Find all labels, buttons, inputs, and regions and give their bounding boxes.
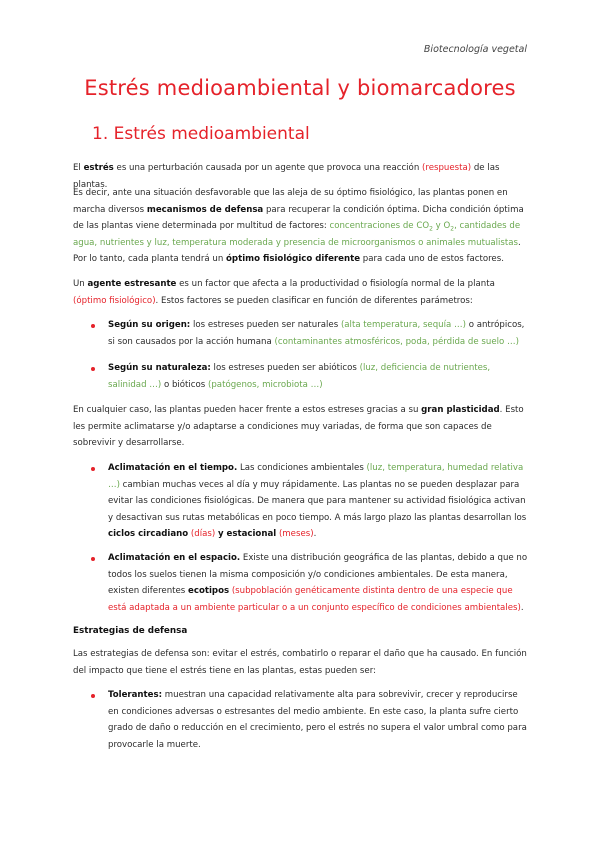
bullet-origin: [108, 317, 528, 350]
bullet-time-acclimation: [108, 460, 528, 543]
text: o antrópicos, si son causados por la acción humana: [108, 320, 525, 347]
subscript: 2: [450, 225, 455, 233]
bold-term: estrés: [83, 163, 114, 173]
bullet-label: Según su origen:: [108, 320, 191, 330]
bold-term: ecotipos: [188, 586, 230, 596]
green-example: (alta temperatura, sequía …): [340, 320, 466, 330]
text: , cantidades de agua, nutrientes y luz, temperatura moderada y presencia de microorganismos o animales mutualistas: [73, 221, 521, 248]
section-title: Estrés medioambiental: [113, 124, 310, 144]
bullet-label: Tolerantes:: [108, 690, 163, 700]
subheading-defense-strategies: Estrategias de defensa: [73, 626, 188, 636]
text: es un factor que afecta a la productividad o fisiología normal de la planta: [176, 279, 495, 289]
text: .: [520, 602, 524, 613]
bullet-dot: [91, 467, 95, 471]
bold-term: óptimo fisiológico diferente: [226, 254, 361, 264]
red-note: (respuesta): [422, 163, 472, 173]
page-title: Estrés medioambiental y biomarcadores: [84, 76, 516, 100]
bullet-dot: [91, 367, 95, 371]
bullet-label: Aclimatación en el tiempo.: [108, 463, 238, 473]
text: En cualquier caso, las plantas pueden hacer frente a estos estreses gracias a su: [73, 405, 422, 415]
text: El: [73, 163, 84, 173]
paragraph-4: [73, 402, 528, 452]
red-note: (óptimo fisiológico): [73, 295, 156, 306]
text: para recuperar la condición óptima. Dicha condición óptima de las plantas viene determinada por multitud de factores:: [73, 204, 524, 231]
text: para cada uno de estos factores.: [360, 254, 504, 264]
text: los estreses pueden ser abióticos: [210, 363, 360, 373]
text: concentraciones de CO: [329, 221, 430, 231]
bold-term: agente estresante: [87, 279, 177, 289]
bullet-tolerant: [108, 687, 528, 753]
bullet-space-acclimation: [108, 550, 528, 616]
text: . Estos factores se pueden clasificar en función de diferentes parámetros:: [155, 295, 473, 306]
text: . Por lo tanto, cada planta tendrá un: [73, 237, 521, 264]
bullet-dot: [91, 557, 95, 561]
text: muestran una capacidad relativamente alta para sobrevivir, crecer y reproducirse en condiciones adversas o estresantes del medio ambiente. En este caso, la planta sufre cierto grado de daño o reducción en el crecimiento, pero el estrés no supera el valor umbral como para provocarle la muerte.: [108, 690, 527, 750]
running-header: Biotecnología vegetal: [423, 44, 527, 55]
bold-term: mecanismos de defensa: [146, 204, 264, 215]
green-example: (luz, deficiencia de nutrientes, salinidad …): [108, 363, 491, 390]
section-heading: [92, 124, 310, 144]
text: Existe una distribución geográfica de las plantas, debido a que no todos los suelos tienen la misma composición y/o condiciones ambientales. De esta manera, existen diferentes: [108, 553, 528, 596]
bullet-label: Según su naturaleza:: [108, 363, 211, 373]
green-example: (contaminantes atmosféricos, poda, pérdida de suelo …): [274, 336, 519, 347]
text: .: [313, 529, 317, 539]
bold-term: gran plasticidad: [421, 405, 500, 415]
text: Un: [73, 279, 88, 289]
text: es una perturbación causada por un agente que provoca una reacción: [113, 163, 422, 173]
text: Las condiciones ambientales: [237, 463, 367, 473]
text: de las plantas.: [73, 163, 500, 190]
bullet-dot: [91, 694, 95, 698]
text: . Esto les permite aclimatarse y/o adaptarse a condiciones muy variadas, de forma que son capaces de sobrevivir y desarrollarse.: [73, 405, 524, 448]
paragraph-2: [73, 185, 528, 268]
paragraph-3: [73, 276, 528, 309]
paragraph-5: Las estrategias de defensa son: evitar el estrés, combatirlo o reparar el daño que ha causado. En función del impacto que tiene el estrés tiene en las plantas, estas pueden ser:: [73, 649, 527, 676]
red-note: (días): [188, 529, 216, 539]
bold-term: y estacional: [217, 529, 277, 539]
bullet-nature: [108, 360, 528, 393]
section-number: 1.: [92, 124, 109, 144]
text: Es decir, ante una situación desfavorable que las aleja de su óptimo fisiológico, las plantas ponen en marcha diversos: [73, 188, 508, 215]
text: cambian muchas veces al día y muy rápidamente. Las plantas no se pueden desplazar para evitar las condiciones fisiológicas. De manera que para mantener su actividad fisiológica activan y desactivan sus rutas metabólicas en poco tiempo. A más largo plazo las plantas desarrollan los: [108, 479, 527, 523]
text: los estreses pueden ser naturales: [190, 320, 341, 330]
red-note: (subpoblación genéticamente distinta dentro de una especie que está adaptada a un ambiente particular o a un conjunto específico de condiciones ambientales): [108, 586, 521, 613]
red-note: (meses): [276, 529, 314, 539]
text: y O: [432, 221, 451, 231]
subscript: 2: [429, 225, 433, 233]
green-example: (luz, temperatura, humedad relativa …): [108, 463, 524, 490]
text: o bióticos: [161, 379, 208, 390]
bold-term: ciclos circadiano: [108, 529, 189, 539]
green-example: (patógenos, microbiota …): [208, 379, 323, 390]
bullet-label: Aclimatación en el espacio.: [108, 553, 241, 563]
bullet-dot: [91, 324, 95, 328]
